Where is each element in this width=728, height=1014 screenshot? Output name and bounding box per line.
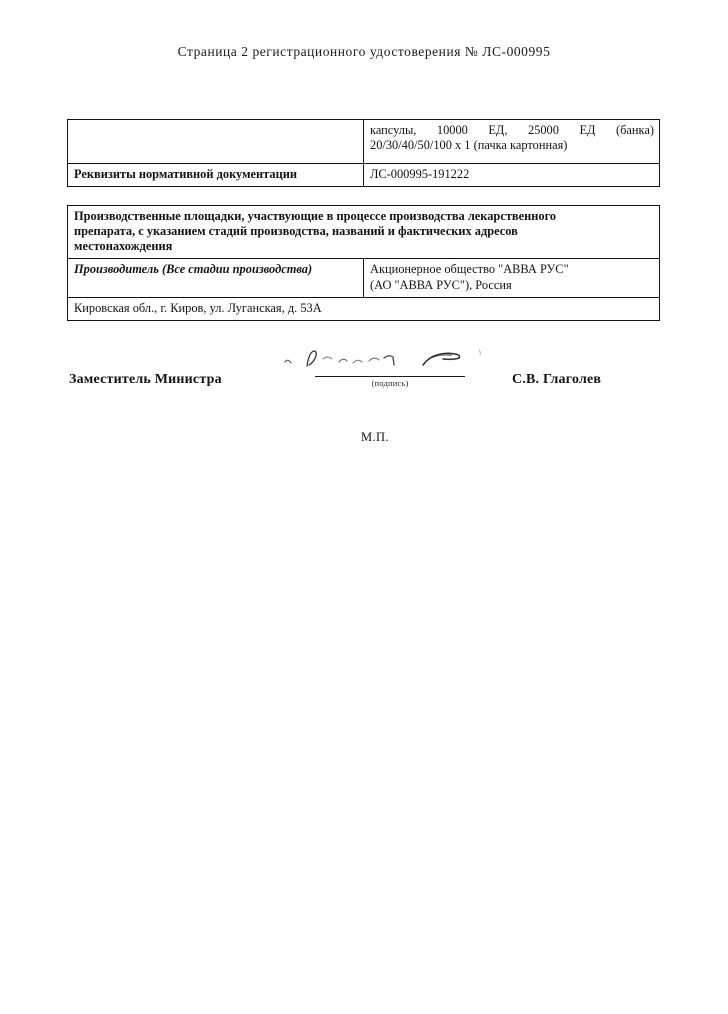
manufacturer-name-line: Акционерное общество "АВВА РУС" xyxy=(370,262,569,277)
dosage-part: 10000 xyxy=(436,123,468,137)
signatory-title: Заместитель Министра xyxy=(69,372,222,387)
stamp-label: М.П. xyxy=(361,430,389,444)
heading-line: Производственные площадки, участвующие в процессе производства лекарственного xyxy=(74,209,557,223)
dosage-part: капсулы, xyxy=(370,123,417,137)
production-sites-table xyxy=(67,205,660,321)
heading-line: препарата, с указанием стадий производства, названий и фактических адресов xyxy=(74,224,518,239)
dosage-part: 25000 xyxy=(527,123,559,137)
manufacturer-label-cell: Производитель (Все стадии производства) xyxy=(68,259,364,297)
manufacturer-value-cell xyxy=(364,259,660,297)
heading-line: местонахождения xyxy=(74,239,173,254)
production-sites-heading-cell xyxy=(68,206,660,259)
dosage-part: ЕД xyxy=(579,123,596,137)
stamp-placeholder xyxy=(0,430,728,445)
table-row xyxy=(68,120,660,164)
specification-table xyxy=(67,119,660,187)
signatory-name: С.В. Глаголев xyxy=(512,372,602,387)
manufacturer-address-cell: Кировская обл., г. Киров, ул. Луганская, д. 53А xyxy=(68,297,660,320)
normative-docs-value-cell: ЛС-000995-191222 xyxy=(364,164,660,187)
dosage-line-2: 20/30/40/50/100 х 1 (пачка картонная) xyxy=(370,138,568,153)
dosage-part: ЕД, xyxy=(488,123,508,137)
table-row xyxy=(68,164,660,187)
table-row xyxy=(68,297,660,320)
signature-line-group xyxy=(315,376,465,388)
spec-dosage-value-cell xyxy=(364,120,660,164)
normative-docs-label-cell: Реквизиты нормативной документации xyxy=(68,164,364,187)
dosage-line-1 xyxy=(370,123,654,138)
manufacturer-shortname-line: (АО "АВВА РУС"), Россия xyxy=(370,277,512,292)
signature-block xyxy=(0,368,728,414)
dosage-part: (банка) xyxy=(615,123,654,137)
table-row xyxy=(68,259,660,297)
table-row xyxy=(68,206,660,259)
signature-caption: (подпись) xyxy=(371,378,409,388)
page-header: Страница 2 регистрационного удостоверения № ЛС-000995 xyxy=(177,44,551,59)
spec-empty-label-cell xyxy=(68,120,364,164)
signature-rule xyxy=(315,376,465,377)
